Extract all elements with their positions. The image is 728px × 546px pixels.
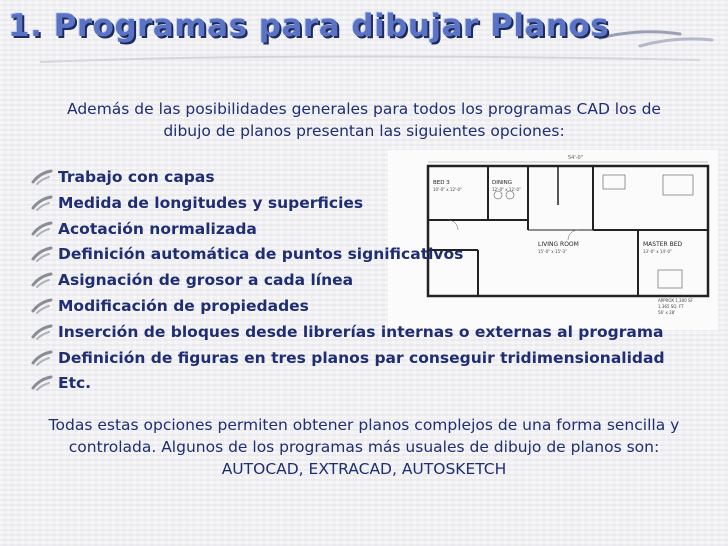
outro-line: Todas estas opciones permiten obtener planos complejos de una forma sencilla y — [48, 416, 680, 434]
swoosh-bullet-icon — [30, 348, 54, 368]
swoosh-bullet-icon — [30, 322, 54, 342]
plan-room-label: BED 3 — [433, 180, 450, 186]
list-item-text: Definición de figuras en tres planos par conseguir tridimensionalidad — [58, 348, 665, 367]
plan-room-label: DINING — [492, 180, 512, 186]
plan-room-label: MASTER BED — [643, 241, 683, 248]
swoosh-bullet-icon — [30, 193, 54, 213]
list-item — [30, 320, 720, 346]
plan-note: 1,365 SQ. FT — [658, 304, 684, 309]
swoosh-bullet-icon — [30, 167, 54, 187]
swoosh-bullet-icon — [30, 296, 54, 316]
list-item-text: Etc. — [58, 374, 92, 393]
intro-line: Además de las posibilidades generales para todos los programas CAD los de — [67, 100, 661, 118]
swoosh-bullet-icon — [30, 244, 54, 264]
list-item — [30, 371, 720, 397]
outro-text — [24, 414, 704, 480]
list-item-text: Trabajo con capas — [58, 168, 215, 186]
swoosh-bullet-icon — [30, 270, 54, 290]
intro-line: dibujo de planos presentan las siguientes opciones: — [163, 122, 565, 140]
list-item — [30, 346, 720, 372]
plan-room-label: LIVING ROOM — [538, 241, 579, 248]
list-item — [30, 268, 720, 294]
list-item-text: Definición automática de puntos significativos — [58, 245, 464, 264]
plan-top-dim: 54'-0" — [568, 155, 584, 161]
plan-note: APPROX 1,300 SF — [658, 298, 693, 303]
intro-text — [44, 98, 684, 142]
list-item-text: Modificación de propiedades — [58, 296, 309, 315]
list-item — [30, 191, 720, 217]
feature-list — [30, 165, 720, 397]
outro-line: AUTOCAD, EXTRACAD, AUTOSKETCH — [221, 460, 507, 478]
list-item — [30, 217, 720, 243]
plan-note: 56' x 28' — [658, 310, 676, 315]
swoosh-bullet-icon — [30, 219, 54, 239]
list-item-text: Inserción de bloques desde librerías internas o externas al programa — [58, 322, 664, 341]
list-item-text: Acotación normalizada — [58, 219, 257, 238]
outro-line: controlada. Algunos de los programas más usuales de dibujo de planos son: — [68, 438, 660, 456]
plan-room-dim: 12'-0" x 12'-0" — [492, 187, 521, 192]
plan-room-dim: 10'-0" x 12'-0" — [433, 187, 462, 192]
list-item — [30, 165, 720, 191]
plan-room-dim: 15'-0" x 15'-3" — [538, 249, 567, 254]
list-item-text: Medida de longitudes y superficies — [58, 193, 364, 212]
page-title: 1. Programas para dibujar Planos — [8, 8, 610, 44]
list-item-text: Asignación de grosor a cada línea — [58, 271, 354, 290]
list-item — [30, 294, 720, 320]
plan-room-dim: 13'-0" x 14'-0" — [643, 249, 672, 254]
swoosh-bullet-icon — [30, 373, 54, 393]
list-item — [30, 242, 720, 268]
